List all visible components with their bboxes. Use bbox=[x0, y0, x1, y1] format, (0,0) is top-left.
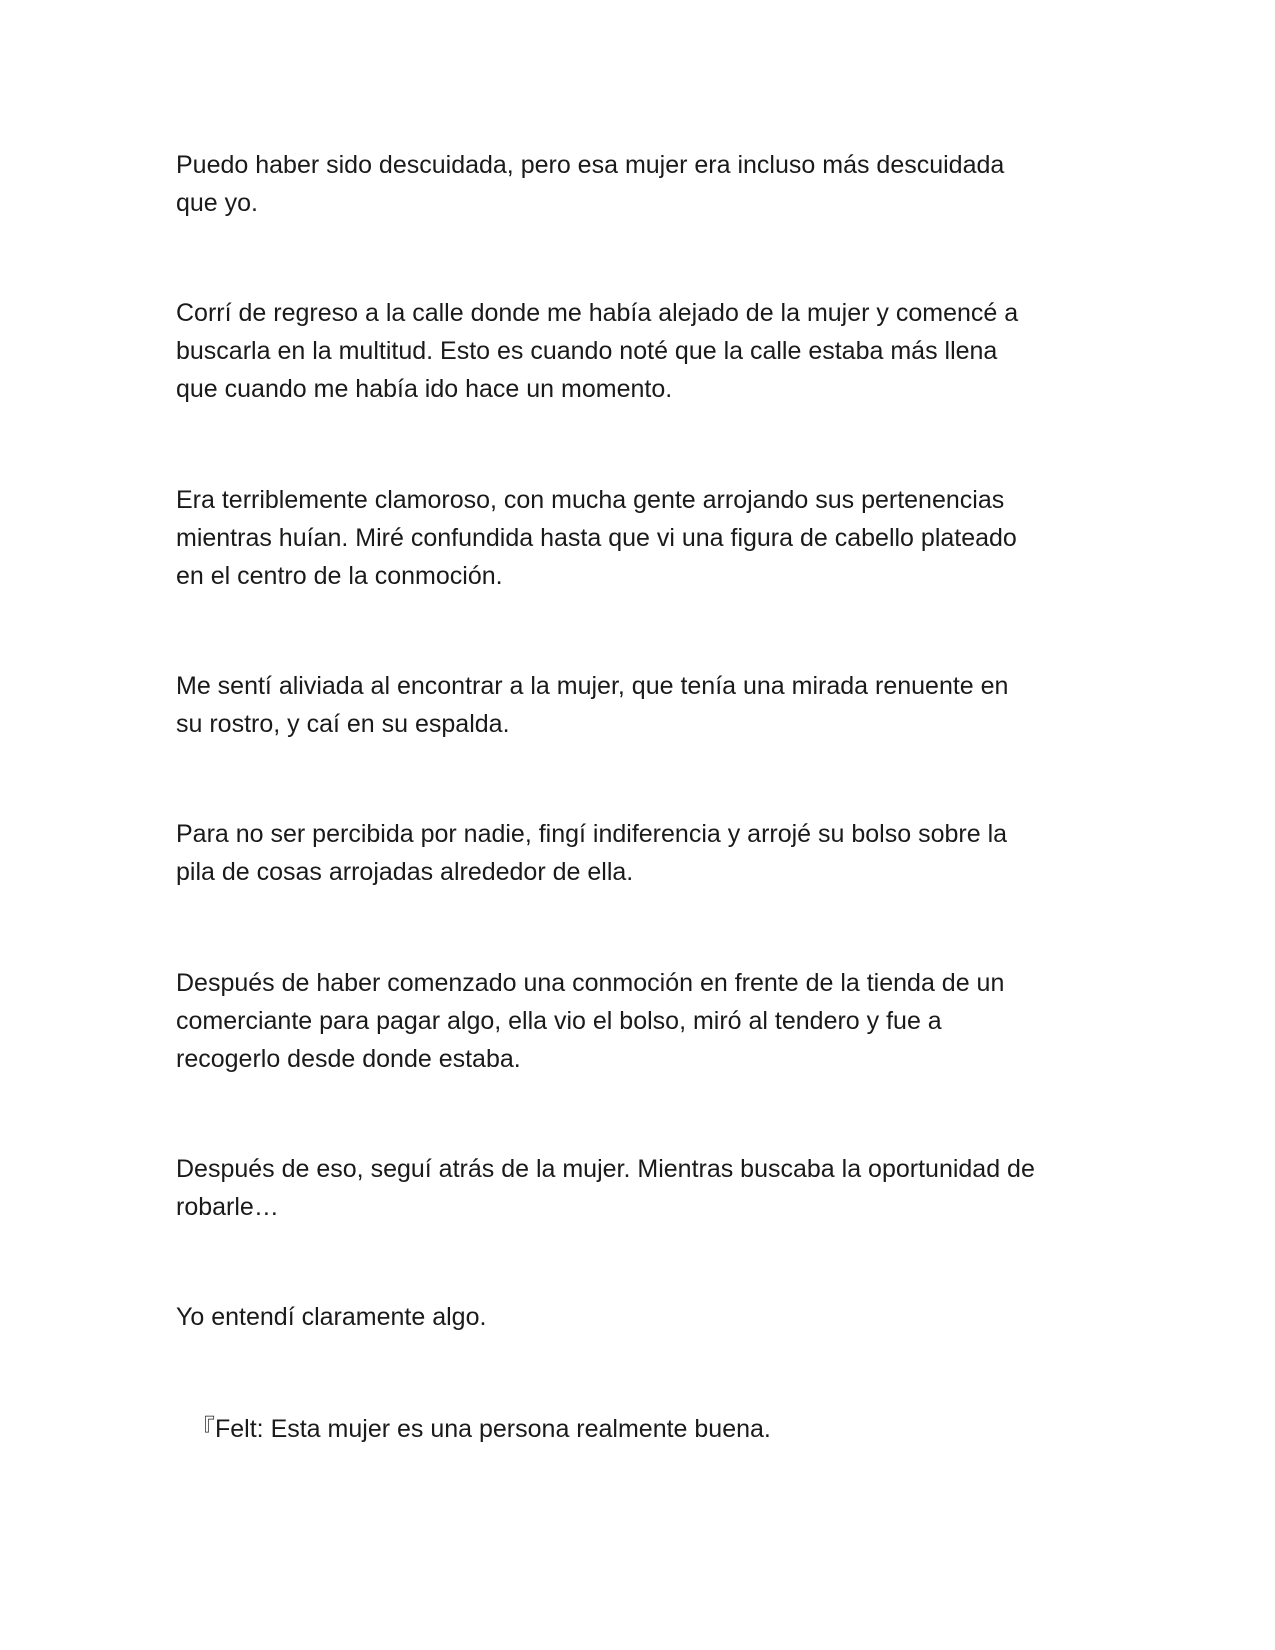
paragraph-4: Me sentí aliviada al encontrar a la mujer, que tenía una mirada renuente en su rostro, y caí en su espalda. bbox=[176, 672, 1009, 738]
paragraph-6: Después de haber comenzado una conmoción en frente de la tienda de un comerciante para pagar algo, ella vio el bolso, miró al tendero y fue a recogerlo desde donde estaba. bbox=[176, 969, 1005, 1073]
paragraph-7: Después de eso, seguí atrás de la mujer. Mientras buscaba la oportunidad de robarle… bbox=[176, 1155, 1035, 1221]
paragraph-8: Yo entendí claramente algo. bbox=[176, 1303, 487, 1331]
paragraph-5: Para no ser percibida por nadie, fingí indiferencia y arrojé su bolso sobre la pila de cosas arrojadas alrededor de ella. bbox=[176, 820, 1008, 886]
paragraph-1: Puedo haber sido descuidada, pero esa mujer era incluso más descuidada que yo. bbox=[176, 151, 1005, 217]
dialogue-line: 『Felt: Esta mujer es una persona realmente buena. bbox=[190, 1415, 771, 1443]
paragraph-2: Corrí de regreso a la calle donde me había alejado de la mujer y comencé a buscarla en la multitud. Esto es cuando noté que la calle estaba más llena que cuando me había ido hace un momento. bbox=[176, 299, 1019, 403]
paragraph-3: Era terriblemente clamoroso, con mucha gente arrojando sus pertenencias mientras huían. Miré confundida hasta que vi una figura de cabello plateado en el centro de la conmoción. bbox=[176, 486, 1017, 590]
